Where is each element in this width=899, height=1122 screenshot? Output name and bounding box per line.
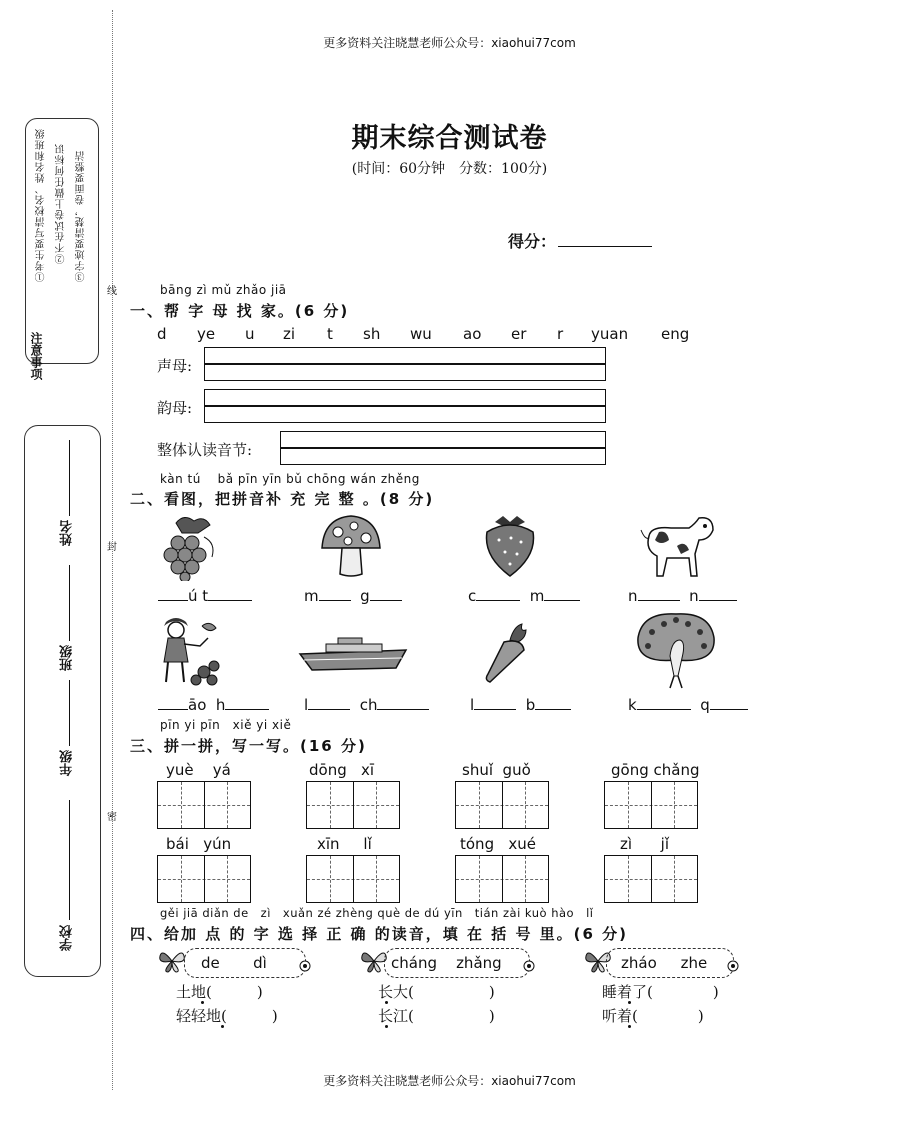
s4-word[interactable]: 听着( )	[602, 1007, 704, 1025]
s1-row-label: 声母:	[157, 357, 193, 375]
tianzi-grid[interactable]	[455, 855, 549, 903]
butterfly-icon	[158, 948, 186, 974]
binding-char-feng: 封	[107, 542, 117, 553]
s2-blank-item[interactable]: m g	[304, 586, 402, 605]
s1-letter: sh	[363, 325, 381, 343]
s1-letter: ao	[463, 325, 482, 343]
page-footer: 更多资料关注晓慧老师公众号：xiaohui77com	[323, 1074, 576, 1088]
s4-word[interactable]: 长江( )	[378, 1007, 495, 1025]
name-line[interactable]	[69, 440, 70, 516]
s2-title: 二、看图，把拼音补 充 完 整 。(8 分)	[130, 490, 435, 508]
tianzi-grid[interactable]	[306, 781, 400, 829]
s2-blank-item[interactable]: āo h	[158, 695, 269, 714]
carrot-icon	[482, 622, 538, 684]
s1-letter: zi	[283, 325, 296, 343]
tianzi-grid[interactable]	[604, 781, 698, 829]
s4-options: cháng zhǎng	[384, 948, 530, 978]
s1-letter: ye	[197, 325, 216, 343]
flower-icon	[298, 958, 312, 974]
girl-watering-flowers-icon	[152, 616, 226, 692]
s1-letter: d	[157, 325, 167, 343]
notice-title: 注意事项	[29, 332, 43, 380]
s4-pinyin: gěi jiā diǎn de zì xuǎn zé zhèng què de dú yīn tián zài kuò hào lǐ	[160, 906, 594, 920]
school-line[interactable]	[69, 800, 70, 920]
s1-letter: u	[245, 325, 255, 343]
s3-word-pinyin: dōng xī	[309, 761, 375, 779]
notice-item-3: ③字迹要清楚，卷面要整洁	[76, 150, 87, 282]
grade-label: 年级	[60, 750, 75, 776]
s3-pinyin: pīn yi pīn xiě yi xiě	[160, 718, 292, 732]
class-label: 班级	[60, 645, 75, 671]
emphasis-dot	[385, 1001, 388, 1004]
s2-blank-item[interactable]: c m	[468, 586, 580, 605]
tianzi-grid[interactable]	[455, 781, 549, 829]
s1-answer-line[interactable]	[204, 364, 606, 381]
school-label: 学校	[60, 925, 75, 951]
s2-blank-item[interactable]: n n	[628, 586, 737, 605]
s2-blank-item[interactable]: l b	[470, 695, 571, 714]
s2-blank-item[interactable]: ú t	[158, 586, 252, 605]
s1-answer-line[interactable]	[204, 347, 606, 364]
strawberry-icon	[481, 512, 539, 578]
s1-letter: wu	[410, 325, 432, 343]
s1-letter: er	[511, 325, 527, 343]
score-blank[interactable]	[558, 232, 652, 247]
s3-word-pinyin: yuè yá	[166, 761, 231, 779]
s4-word[interactable]: 土地( )	[176, 983, 263, 1001]
tianzi-grid[interactable]	[157, 781, 251, 829]
s1-letter: t	[327, 325, 333, 343]
notice-item-1: ①考生要写清校名、姓名和班级	[36, 128, 47, 282]
class-line[interactable]	[69, 565, 70, 641]
s1-answer-line[interactable]	[204, 406, 606, 423]
emphasis-dot	[201, 1001, 204, 1004]
s1-answer-line[interactable]	[280, 448, 606, 465]
score-label: 得分：	[508, 232, 557, 251]
flower-icon	[726, 958, 740, 974]
s4-word[interactable]: 轻轻地( )	[176, 1007, 278, 1025]
tianzi-grid[interactable]	[157, 855, 251, 903]
emphasis-dot	[385, 1025, 388, 1028]
s2-pinyin: kàn tú bǎ pīn yīn bǔ chōng wán zhěng	[160, 472, 420, 486]
s3-word-pinyin: bái yún	[166, 835, 232, 853]
emphasis-dot	[628, 1001, 631, 1004]
s3-title: 三、拼一拼，写一写。(16 分)	[130, 737, 367, 755]
s1-pinyin: bāng zì mǔ zhǎo jiā	[160, 283, 287, 297]
page-subtitle: (时间：60分钟 分数：100分)	[351, 161, 548, 177]
s1-answer-line[interactable]	[280, 431, 606, 448]
name-label: 姓名	[60, 520, 75, 546]
ship-icon	[298, 634, 410, 674]
total-score	[508, 229, 652, 252]
s1-title: 一、帮 字 母 找 家。(6 分)	[130, 302, 350, 320]
s3-word-pinyin: tóng xué	[460, 835, 537, 853]
s4-options: de dì	[184, 948, 306, 978]
s4-word[interactable]: 睡着了( )	[602, 983, 719, 1001]
binding-char-mi: 密	[107, 812, 117, 823]
peacock-icon	[634, 610, 718, 692]
student-info-box	[24, 425, 101, 977]
s2-blank-item[interactable]: l ch	[304, 695, 429, 714]
s1-answer-line[interactable]	[204, 389, 606, 406]
s1-letter: eng	[661, 325, 690, 343]
s4-title: 四、给加 点 的 字 选 择 正 确 的读音，填 在 括 号 里。(6 分)	[130, 925, 629, 943]
s1-row-label: 整体认读音节:	[157, 441, 253, 459]
tianzi-grid[interactable]	[306, 855, 400, 903]
s4-word[interactable]: 长大( )	[378, 983, 495, 1001]
tianzi-grid[interactable]	[604, 855, 698, 903]
notice-item-2: ②不在试卷上做任何标识	[56, 143, 67, 264]
page-header: 更多资料关注晓慧老师公众号：xiaohui77com	[323, 36, 576, 50]
cow-icon	[637, 510, 717, 582]
flower-icon	[522, 958, 536, 974]
mushroom-icon	[318, 514, 384, 578]
page-title: 期末综合测试卷	[351, 123, 548, 154]
s2-blank-item[interactable]: k q	[628, 695, 748, 714]
s3-word-pinyin: xīn lǐ	[317, 835, 372, 853]
s3-word-pinyin: shuǐ guǒ	[462, 761, 531, 779]
s1-letter: yuan	[591, 325, 629, 343]
s4-options: zháo zhe	[606, 948, 734, 978]
emphasis-dot	[628, 1025, 631, 1028]
emphasis-dot	[221, 1025, 224, 1028]
binding-char-xian: 线	[107, 286, 117, 297]
grade-line[interactable]	[69, 680, 70, 746]
s1-row-label: 韵母:	[157, 399, 193, 417]
grapes-icon	[154, 513, 224, 581]
s1-letter: r	[557, 325, 564, 343]
s3-word-pinyin: gōng chǎng	[611, 761, 700, 779]
s3-word-pinyin: zì jǐ	[620, 835, 669, 853]
